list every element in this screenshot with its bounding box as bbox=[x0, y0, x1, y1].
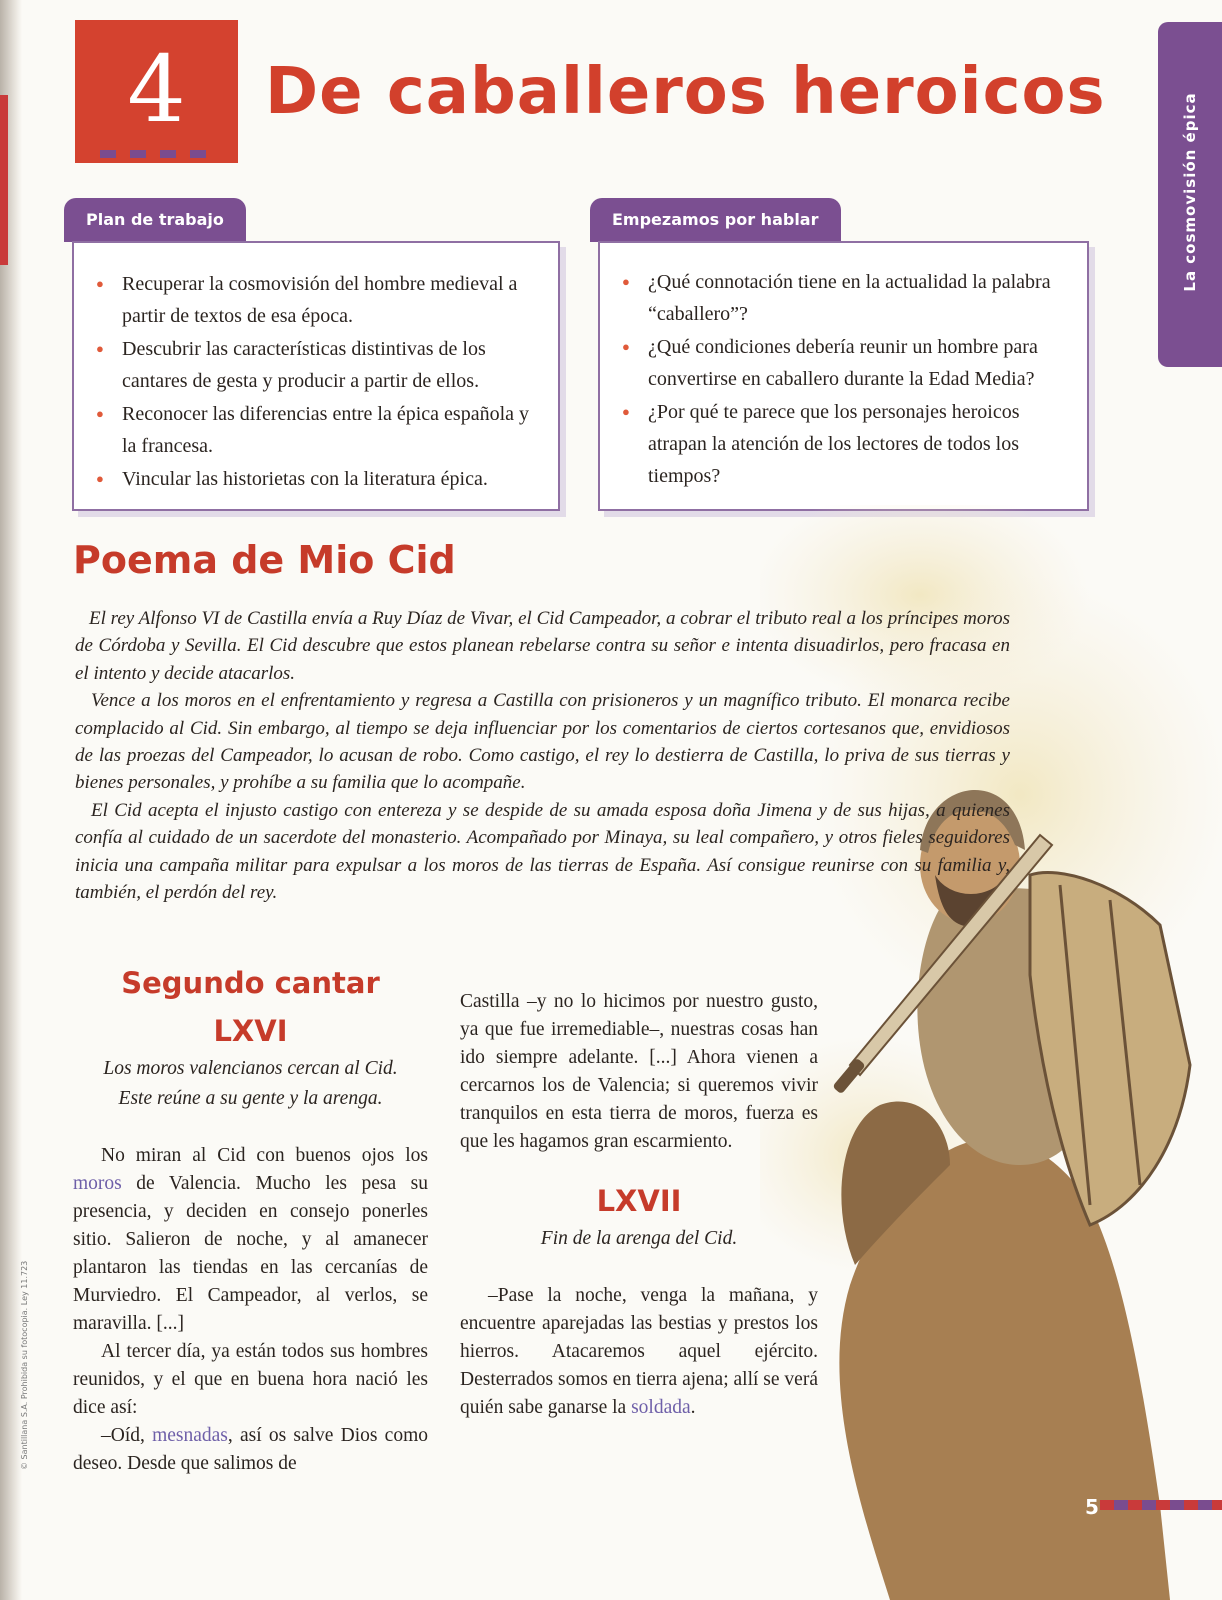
poem-intro bbox=[75, 605, 1010, 906]
chapter-number: 4 bbox=[75, 20, 238, 163]
lxvi-numeral: LXVI bbox=[213, 1014, 288, 1048]
lxvi-summary-2: Este reúne a su gente y la arenga. bbox=[118, 1088, 383, 1109]
gloss-word[interactable]: mesnadas bbox=[152, 1425, 228, 1446]
lxvi-paragraph-4: Castilla –y no lo hicimos por nuestro gusto, ya que fue irremediable–, nuestras cosas han ido siempre adelante. [...] Ahora vienen a cercarnos los de Valencia; si queremos vivir tranquilos en esta tierra de moros, fuerza es que les hagamos gran escarmiento. bbox=[460, 991, 818, 1152]
side-tab-label: La cosmovisión épica bbox=[1181, 92, 1199, 292]
plan-box bbox=[72, 241, 560, 511]
hablar-item: ● ¿Por qué te parece que los personajes heroicos atrapan la atención de los lectores de todos los tiempos? bbox=[622, 396, 1067, 492]
plan-item: ● Vincular las historietas con la literatura épica. bbox=[96, 463, 546, 495]
intro-paragraph: Vence a los moros en el enfrentamiento y regresa a Castilla con prisioneros y un magnífico tributo. El monarca recibe complacido al Cid. Sin embargo, al tiempo se deja influenciar por los comentarios de ciertos cortesanos que, envidiosos de las proezas del Campeador, lo acusan de robo. Como castigo, el rey lo destierra de Castilla, lo priva de sus tierras y bienes personales, y prohíbe a su familia que lo acompañe. bbox=[75, 690, 1010, 794]
page-number: 5 bbox=[1085, 1495, 1099, 1519]
chapter-dashes bbox=[100, 150, 220, 158]
plan-heading: Plan de trabajo bbox=[64, 198, 246, 242]
column-left bbox=[73, 960, 428, 1478]
hablar-box bbox=[598, 241, 1089, 511]
lxvii-paragraph-1: –Pase la noche, venga la mañana, y encuentre aparejadas las bestias y prestos los hierros. Atacaremos aquel ejército. Desterrados somos en tierra ajena; allí se verá quién sabe ganarse la soldada. bbox=[460, 1285, 818, 1418]
hablar-item: ● ¿Qué condiciones debería reunir un hombre para convertirse en caballero durante la Edad Media? bbox=[622, 331, 1067, 395]
hablar-item: ● ¿Qué connotación tiene en la actualidad la palabra “caballero”? bbox=[622, 266, 1067, 330]
plan-item: ● Descubrir las características distintivas de los cantares de gesta y producir a partir de ellos. bbox=[96, 333, 546, 397]
column-right bbox=[460, 988, 818, 1422]
lxvii-numeral: LXVII bbox=[596, 1184, 682, 1218]
copyright-note: © Santillana S.A. Prohibida su fotocopia. Ley 11.723 bbox=[20, 1260, 29, 1470]
left-edge-strip bbox=[0, 95, 8, 265]
hablar-heading: Empezamos por hablar bbox=[590, 198, 841, 242]
intro-paragraph: El rey Alfonso VI de Castilla envía a Ruy Díaz de Vivar, el Cid Campeador, a cobrar el tributo real a los príncipes moros de Córdoba y Sevilla. El Cid descubre que estos planean rebelarse contra su señor e intenta disuadirlos, pero fracasa en el intento y decide atacarlos. bbox=[75, 608, 1010, 684]
chapter-title: De caballeros heroicos bbox=[265, 55, 1106, 129]
page-bar bbox=[1100, 1500, 1222, 1510]
lxvi-paragraph-1: No miran al Cid con buenos ojos los moros de Valencia. Mucho les pesa su presencia, y deciden en consejo ponerles sitio. Salieron de noche, y al amanecer plantaron las tiendas en las cercanías de Murviedro. El Campeador, al verlos, se maravilla. [...] bbox=[73, 1145, 428, 1334]
section-side-tab bbox=[1158, 22, 1222, 367]
lxvi-paragraph-2: Al tercer día, ya están todos sus hombres reunidos, y el que en buena hora nació les dice así: bbox=[73, 1341, 428, 1418]
plan-item: ● Reconocer las diferencias entre la épica española y la francesa. bbox=[96, 398, 546, 462]
lxvi-paragraph-3: –Oíd, mesnadas, así os salve Dios como deseo. Desde que salimos de bbox=[73, 1425, 428, 1474]
cantar-heading: Segundo cantar bbox=[121, 966, 380, 1000]
plan-item: ● Recuperar la cosmovisión del hombre medieval a partir de textos de esa época. bbox=[96, 268, 546, 332]
gloss-word[interactable]: soldada bbox=[631, 1397, 691, 1418]
poem-title: Poema de Mio Cid bbox=[73, 538, 456, 582]
lxvii-summary: Fin de la arenga del Cid. bbox=[540, 1228, 738, 1249]
intro-paragraph: El Cid acepta el injusto castigo con entereza y se despide de su amada esposa doña Jimena y de sus hijas, a quienes confía al cuidado de un sacerdote del monasterio. Acompañado por Minaya, su leal compañero, y otros fieles seguidores inicia una campaña militar para expulsar a los moros de las tierras de España. Así consigue reunirse con su familia y, también, el perdón del rey. bbox=[75, 799, 1010, 904]
lxvi-summary-1: Los moros valencianos cercan al Cid. bbox=[103, 1058, 398, 1079]
gloss-word[interactable]: moros bbox=[73, 1173, 122, 1194]
